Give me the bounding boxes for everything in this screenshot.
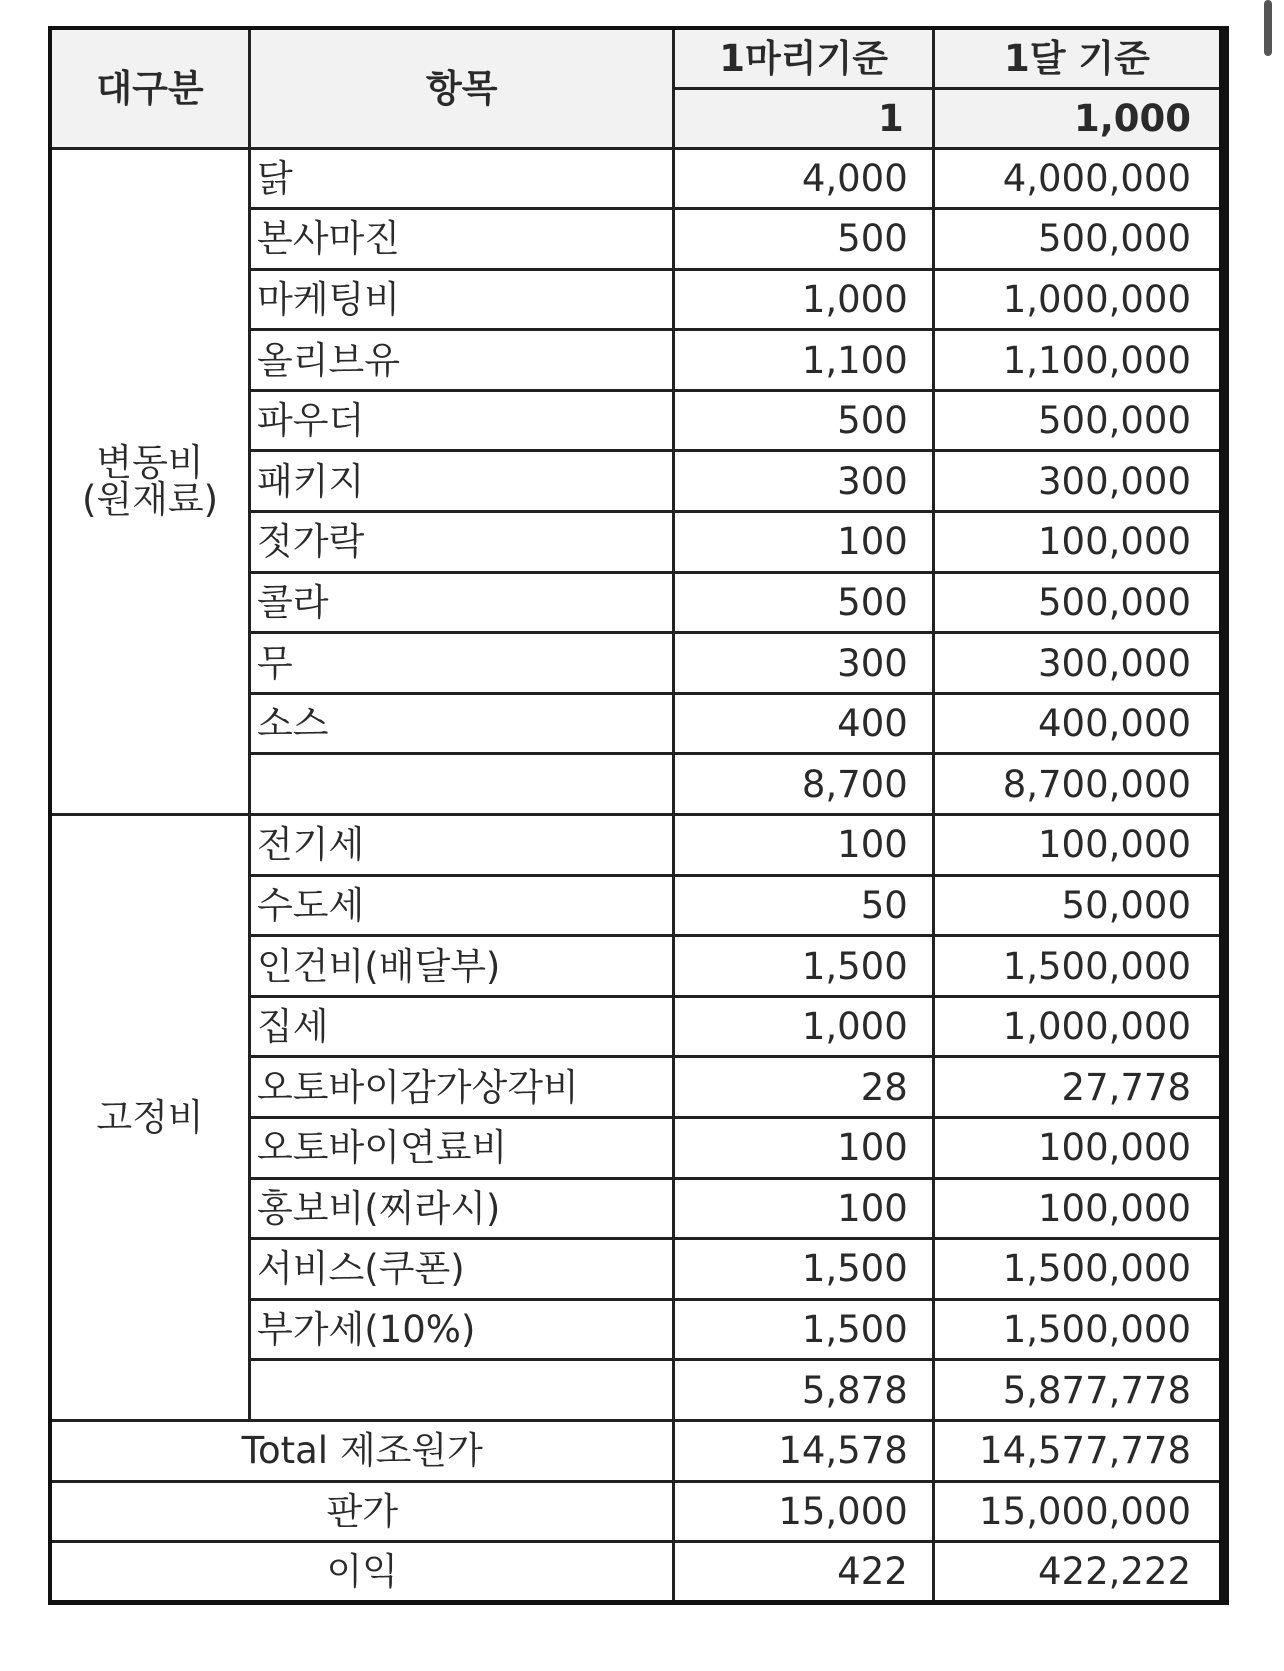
category-fixed-cost: 고정비 [50,815,250,1421]
item-name: 본사마진 [250,209,674,270]
item-name: 닭 [250,148,674,209]
total-cost-per-chicken: 14,578 [674,1420,933,1481]
item-name: 전기세 [250,815,674,876]
per-month-value: 4,000,000 [933,148,1224,209]
header-per-month: 1달 기준 [933,28,1224,88]
header-per-chicken-qty: 1 [674,88,933,148]
per-chicken-value: 100 [674,512,933,573]
cost-table [48,26,1229,1605]
item-name: 패키지 [250,451,674,512]
per-chicken-value: 1,500 [674,1299,933,1360]
per-chicken-value: 1,000 [674,269,933,330]
per-chicken-value: 28 [674,1057,933,1118]
total-cost-per-month: 14,577,778 [933,1420,1224,1481]
total-cost-row [50,1420,1224,1481]
item-name: 파우더 [250,390,674,451]
per-chicken-value: 300 [674,633,933,694]
item-name: 무 [250,633,674,694]
per-chicken-value: 500 [674,209,933,270]
per-month-value: 1,500,000 [933,1239,1224,1300]
per-month-value: 50,000 [933,875,1224,936]
header-category: 대구분 [50,28,250,148]
category-variable-cost [50,148,250,815]
profit-label: 이익 [50,1542,674,1603]
per-month-value: 1,100,000 [933,330,1224,391]
per-chicken-value: 4,000 [674,148,933,209]
subtotal-blank [250,1360,674,1421]
per-month-value: 1,500,000 [933,1299,1224,1360]
per-chicken-value: 300 [674,451,933,512]
header-per-month-qty: 1,000 [933,88,1224,148]
profit-row [50,1542,1224,1603]
per-month-value: 100,000 [933,1178,1224,1239]
subtotal-per-chicken: 8,700 [674,754,933,815]
per-month-value: 300,000 [933,451,1224,512]
per-month-value: 500,000 [933,390,1224,451]
item-name: 집세 [250,996,674,1057]
per-chicken-value: 100 [674,1178,933,1239]
per-chicken-value: 500 [674,390,933,451]
table-row [50,815,1224,876]
per-month-value: 100,000 [933,512,1224,573]
subtotal-per-month: 8,700,000 [933,754,1224,815]
header-item: 항목 [250,28,674,148]
item-name: 젓가락 [250,512,674,573]
per-month-value: 100,000 [933,815,1224,876]
per-chicken-value: 400 [674,693,933,754]
per-month-value: 400,000 [933,693,1224,754]
header-row [50,28,1224,88]
item-name: 소스 [250,693,674,754]
item-name: 서비스(쿠폰) [250,1239,674,1300]
per-month-value: 500,000 [933,209,1224,270]
subtotal-per-month: 5,877,778 [933,1360,1224,1421]
per-month-value: 500,000 [933,572,1224,633]
per-chicken-value: 1,500 [674,1239,933,1300]
category-variable-sublabel: (원재료) [81,478,219,522]
item-name: 오토바이감가상각비 [250,1057,674,1118]
per-chicken-value: 1,000 [674,996,933,1057]
per-month-value: 300,000 [933,633,1224,694]
category-variable-label: 변동비 [96,441,204,485]
per-month-value: 1,500,000 [933,936,1224,997]
per-month-value: 100,000 [933,1118,1224,1179]
per-chicken-value: 500 [674,572,933,633]
header-per-chicken: 1마리기준 [674,28,933,88]
per-chicken-value: 1,500 [674,936,933,997]
sale-price-row [50,1481,1224,1542]
per-chicken-value: 100 [674,815,933,876]
profit-per-chicken: 422 [674,1542,933,1603]
item-name: 인건비(배달부) [250,936,674,997]
sale-price-per-month: 15,000,000 [933,1481,1224,1542]
per-month-value: 27,778 [933,1057,1224,1118]
scrollbar-handle[interactable] [1264,0,1272,56]
item-name: 올리브유 [250,330,674,391]
subtotal-blank [250,754,674,815]
per-chicken-value: 100 [674,1118,933,1179]
item-name: 부가세(10%) [250,1299,674,1360]
table-row [50,148,1224,209]
item-name: 마케팅비 [250,269,674,330]
item-name: 오토바이연료비 [250,1118,674,1179]
sale-price-per-chicken: 15,000 [674,1481,933,1542]
per-chicken-value: 1,100 [674,330,933,391]
sale-price-label: 판가 [50,1481,674,1542]
profit-per-month: 422,222 [933,1542,1224,1603]
per-month-value: 1,000,000 [933,269,1224,330]
subtotal-per-chicken: 5,878 [674,1360,933,1421]
total-cost-label: Total 제조원가 [50,1420,674,1481]
per-chicken-value: 50 [674,875,933,936]
item-name: 수도세 [250,875,674,936]
per-month-value: 1,000,000 [933,996,1224,1057]
item-name: 콜라 [250,572,674,633]
item-name: 홍보비(찌라시) [250,1178,674,1239]
